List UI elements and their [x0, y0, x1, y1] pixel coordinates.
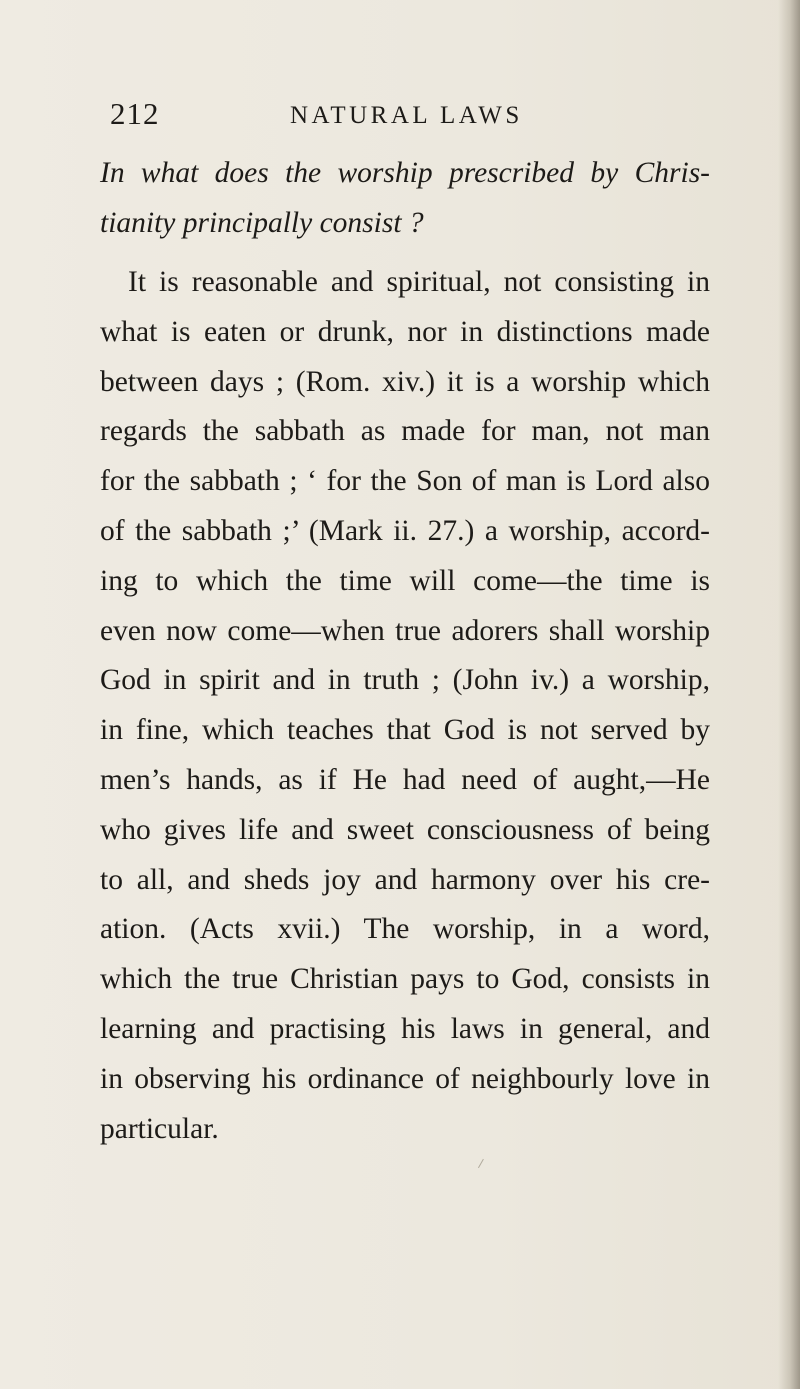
answer-line: It is reasonable and spiritual, not consisting in — [128, 266, 710, 298]
answer-line: who gives life and sweet consciousness of being — [100, 813, 710, 846]
question-paragraph — [100, 148, 710, 248]
answer-line: God in spirit and in truth ; (John iv.) a worship, — [100, 664, 710, 697]
page-number: 212 — [110, 96, 160, 131]
answer-line: for the sabbath ; ‘ for the Son of man is Lord also — [100, 465, 710, 498]
answer-line: in fine, which teaches that God is not served by — [100, 714, 710, 747]
question-line: In what does the worship prescribed by Chris- — [100, 157, 710, 189]
page-header — [110, 96, 710, 136]
answer-line: particular. — [100, 1112, 219, 1145]
running-head: NATURAL LAWS — [290, 102, 523, 129]
answer-line: regards the sabbath as made for man, not man — [100, 415, 710, 448]
question-line: tianity principally consist ? — [100, 207, 424, 239]
paper-speck — [478, 1159, 489, 1171]
answer-line: ing to which the time will come—the time is — [100, 564, 710, 597]
answer-line: which the true Christian pays to God, consists in — [100, 963, 710, 996]
answer-line: learning and practising his laws in general, and — [100, 1012, 710, 1045]
page-edge-shadow — [778, 0, 800, 1389]
answer-line: what is eaten or drunk, nor in distinctions made — [100, 315, 710, 348]
answer-line: even now come—when true adorers shall worship — [100, 614, 710, 647]
answer-line: of the sabbath ;’ (Mark ii. 27.) a worship, accord- — [100, 514, 710, 547]
answer-line: ation. (Acts xvii.) The worship, in a word, — [100, 913, 710, 946]
answer-line: men’s hands, as if He had need of aught,—He — [100, 763, 710, 796]
answer-line: between days ; (Rom. xiv.) it is a worship which — [100, 365, 710, 398]
answer-line: in observing his ordinance of neighbourly love in — [100, 1062, 710, 1095]
answer-paragraph — [100, 258, 710, 1154]
answer-line: to all, and sheds joy and harmony over his cre- — [100, 863, 710, 896]
